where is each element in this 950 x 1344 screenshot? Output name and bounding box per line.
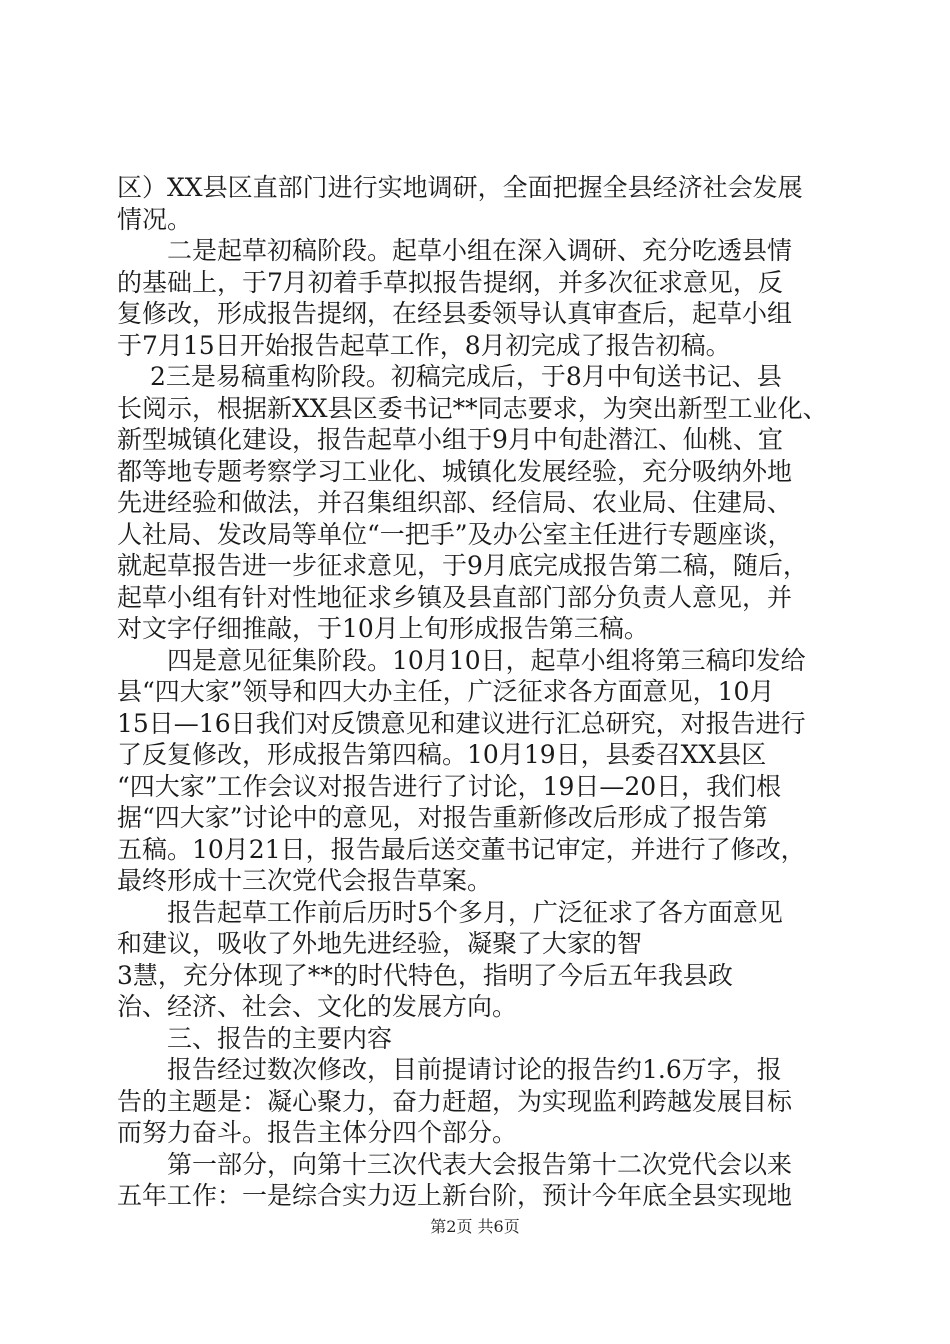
text-line: 了反复修改，形成报告第四稿。10月19日，县委召XX县区 — [117, 740, 767, 769]
text-line: 新型城镇化建设，报告起草小组于9月中旬赴潜江、仙桃、宜 — [117, 425, 783, 454]
text-line: 2三是易稿重构阶段。初稿完成后，于8月中旬送书记、县 — [117, 362, 782, 391]
page-number: 第2页 共6页 — [430, 1217, 520, 1236]
text-line: 人社局、发改局等单位“一把手”及办公室主任进行专题座谈， — [117, 519, 793, 549]
text-line: 都等地专题考察学习工业化、城镇化发展经验，充分吸纳外地 — [117, 456, 793, 486]
document-body — [117, 172, 837, 1212]
text-line: 据“四大家”讨论中的意见，对报告重新修改后形成了报告第 — [117, 803, 768, 832]
text-line: 县“四大家”领导和四大办主任，广泛征求各方面意见，10月 — [117, 677, 775, 706]
text-line: 就起草报告进一步征求意见，于9月底完成报告第二稿，随后， — [117, 551, 808, 580]
text-line: 长阅示，根据新XX县区委书记**同志要求，为突出新型工业化、 — [117, 393, 828, 423]
text-line: 最终形成十三次党代会报告草案。 — [117, 866, 493, 895]
text-line: 的基础上，于7月初着手草拟报告提纲，并多次征求意见，反 — [117, 267, 783, 297]
text-line: 而努力奋斗。报告主体分四个部分。 — [117, 1118, 518, 1147]
text-line: 治、经济、社会、文化的发展方向。 — [117, 992, 518, 1021]
text-line: 先进经验和做法，并召集组织部、经信局、农业局、住建局、 — [117, 488, 793, 517]
text-line: 二是起草初稿阶段。起草小组在深入调研、充分吃透县情 — [117, 236, 793, 265]
text-line: 五稿。10月21日，报告最后送交董书记审定，并进行了修改， — [117, 834, 806, 864]
text-line: 和建议，吸收了外地先进经验，凝聚了大家的智 — [117, 929, 643, 958]
text-line: 告的主题是：凝心聚力，奋力赶超，为实现监利跨越发展目标 — [117, 1086, 793, 1116]
text-line: 报告起草工作前后历时5个多月，广泛征求了各方面意见 — [117, 897, 783, 927]
text-line: 四是意见征集阶段。10月10日，起草小组将第三稿印发给 — [117, 645, 806, 675]
page-footer — [0, 1214, 950, 1237]
text-line: “四大家”工作会议对报告进行了讨论，19日—20日，我们根 — [117, 771, 782, 801]
text-line: 于7月15日开始报告起草工作，8月初完成了报告初稿。 — [117, 330, 731, 360]
text-line: 报告经过数次修改，目前提请讨论的报告约1.6万字，报 — [117, 1055, 782, 1084]
section-heading: 三、报告的主要内容 — [117, 1023, 393, 1053]
text-line: 五年工作：一是综合实力迈上新台阶，预计今年底全县实现地 — [117, 1181, 793, 1210]
text-line: 15日—16日我们对反馈意见和建议进行汇总研究，对报告进行 — [117, 708, 806, 738]
text-line: 区）XX县区直部门进行实地调研，全面把握全县经济社会发展 — [117, 173, 803, 202]
text-line: 复修改，形成报告提纲，在经县委领导认真审查后，起草小组 — [117, 299, 793, 328]
text-line: 第一部分，向第十三次代表大会报告第十二次党代会以来 — [117, 1149, 793, 1179]
text-line: 对文字仔细推敲，于10月上旬形成报告第三稿。 — [117, 614, 649, 643]
text-line: 3慧，充分体现了**的时代特色，指明了今后五年我县政 — [117, 960, 733, 990]
text-line: 情况。 — [117, 204, 193, 234]
text-line: 起草小组有针对性地征求乡镇及县直部门部分负责人意见，并 — [117, 582, 793, 612]
